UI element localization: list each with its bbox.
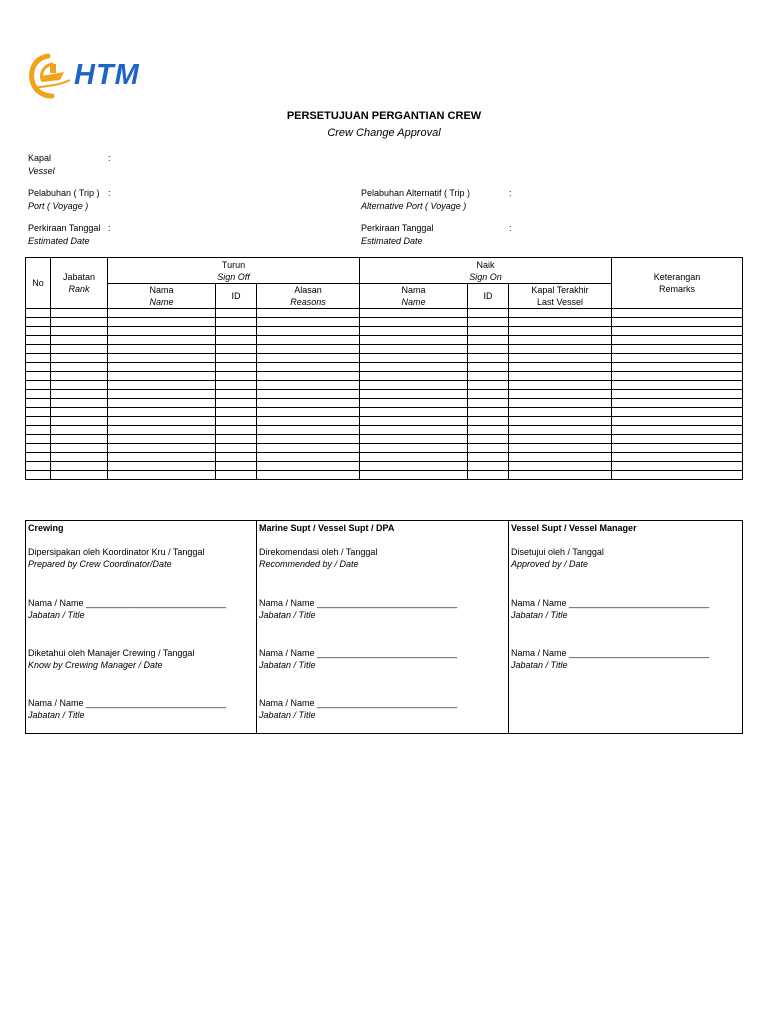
table-cell[interactable] [216,363,257,372]
approved-label: Disetujui oleh / Tanggal [511,547,604,557]
table-row [26,444,743,453]
name-line[interactable]: Nama / Name ____________________________ [259,698,458,708]
table-cell[interactable] [509,309,612,318]
table-cell[interactable] [257,408,360,417]
table-cell[interactable] [216,309,257,318]
table-cell[interactable] [108,345,216,354]
table-cell[interactable] [216,426,257,435]
table-cell[interactable] [26,453,51,462]
col-no: No [26,258,51,309]
table-cell[interactable] [360,444,468,453]
table-cell[interactable] [612,318,743,327]
table-row [26,417,743,426]
table-cell[interactable] [509,453,612,462]
title-label: Jabatan / Title [259,710,316,720]
table-row [26,345,743,354]
table-cell[interactable] [257,363,360,372]
signature-col-vessel-manager [509,521,743,734]
table-cell[interactable] [51,471,108,480]
table-cell[interactable] [26,471,51,480]
alt-port-colon: : [509,188,512,198]
table-cell[interactable] [216,417,257,426]
table-cell[interactable] [51,426,108,435]
prepared-label-en: Prepared by Crew Coordinator/Date [28,559,172,569]
table-cell[interactable] [51,390,108,399]
table-row [26,327,743,336]
table-cell[interactable] [26,336,51,345]
table-cell[interactable] [108,453,216,462]
table-row [26,408,743,417]
table-cell[interactable] [26,309,51,318]
table-cell[interactable] [257,444,360,453]
table-row [26,372,743,381]
col-off-reasons: Alasan Reasons [257,284,360,309]
table-cell[interactable] [216,318,257,327]
col-on-name: Nama Name [360,284,468,309]
table-cell[interactable] [509,381,612,390]
table-cell[interactable] [26,327,51,336]
table-cell[interactable] [51,309,108,318]
table-cell[interactable] [216,453,257,462]
port-label: Pelabuhan ( Trip ) [28,188,100,198]
known-label-en: Know by Crewing Manager / Date [28,660,163,670]
table-cell[interactable] [51,354,108,363]
table-cell[interactable] [26,318,51,327]
table-cell[interactable] [257,453,360,462]
table-cell[interactable] [360,426,468,435]
table-cell[interactable] [51,453,108,462]
signature-col-marine-supt [257,521,509,734]
table-cell[interactable] [612,399,743,408]
est-date-colon: : [108,223,111,233]
page-subtitle: Crew Change Approval [327,127,441,139]
table-cell[interactable] [612,327,743,336]
table-cell[interactable] [612,462,743,471]
table-cell[interactable] [51,399,108,408]
table-cell[interactable] [26,372,51,381]
table-row [26,399,743,408]
est-date-label-en: Estimated Date [28,236,90,246]
port-colon: : [108,188,111,198]
table-cell[interactable] [509,462,612,471]
table-row [26,426,743,435]
approved-label-en: Approved by / Date [511,559,589,569]
table-cell[interactable] [26,399,51,408]
table-cell[interactable] [26,444,51,453]
table-cell[interactable] [108,372,216,381]
title-label: Jabatan / Title [511,660,568,670]
table-cell[interactable] [509,417,612,426]
table-cell[interactable] [51,444,108,453]
alt-port-label-en: Alternative Port ( Voyage ) [361,201,467,211]
table-cell[interactable] [612,336,743,345]
table-cell[interactable] [108,426,216,435]
table-cell[interactable] [216,381,257,390]
table-cell[interactable] [360,336,468,345]
prepared-label: Dipersipakan oleh Koordinator Kru / Tanggal [28,547,205,557]
table-row [26,453,743,462]
table-cell[interactable] [360,309,468,318]
table-cell[interactable] [612,408,743,417]
table-row [26,471,743,480]
table-cell[interactable] [51,318,108,327]
table-cell[interactable] [360,471,468,480]
table-cell[interactable] [257,372,360,381]
table-cell[interactable] [51,417,108,426]
table-cell[interactable] [51,462,108,471]
est-date-2-colon: : [509,223,512,233]
table-cell[interactable] [216,444,257,453]
table-cell[interactable] [509,399,612,408]
table-cell[interactable] [216,435,257,444]
table-cell[interactable] [108,309,216,318]
table-cell[interactable] [612,363,743,372]
table-cell[interactable] [108,318,216,327]
col-off-id: ID [216,284,257,309]
table-cell[interactable] [216,345,257,354]
table-cell[interactable] [51,435,108,444]
table-cell[interactable] [216,462,257,471]
table-cell[interactable] [51,336,108,345]
table-cell[interactable] [509,426,612,435]
title-label: Jabatan / Title [259,660,316,670]
table-cell[interactable] [468,345,509,354]
table-cell[interactable] [257,390,360,399]
table-cell[interactable] [360,399,468,408]
table-cell[interactable] [257,327,360,336]
table-row [26,435,743,444]
table-cell[interactable] [612,354,743,363]
table-cell[interactable] [509,354,612,363]
table-cell[interactable] [51,372,108,381]
table-cell[interactable] [509,318,612,327]
table-cell[interactable] [216,354,257,363]
table-cell[interactable] [26,354,51,363]
table-cell[interactable] [216,336,257,345]
table-cell[interactable] [51,408,108,417]
table-cell[interactable] [468,462,509,471]
table-cell[interactable] [360,390,468,399]
table-cell[interactable] [360,345,468,354]
col-off-name: Nama Name [108,284,216,309]
table-cell[interactable] [612,390,743,399]
table-cell[interactable] [257,336,360,345]
signature-table [25,520,743,734]
table-cell[interactable] [509,372,612,381]
title-label: Jabatan / Title [28,710,85,720]
vessel-label: Kapal [28,153,52,163]
table-cell[interactable] [108,444,216,453]
table-cell[interactable] [468,318,509,327]
table-cell[interactable] [509,471,612,480]
page-title: PERSETUJUAN PERGANTIAN CREW [286,110,482,122]
table-cell[interactable] [468,417,509,426]
table-row [26,462,743,471]
table-cell[interactable] [216,399,257,408]
table-cell[interactable] [257,399,360,408]
table-cell[interactable] [468,453,509,462]
company-logo [28,50,178,102]
table-cell[interactable] [612,435,743,444]
table-cell[interactable] [108,399,216,408]
table-cell[interactable] [468,426,509,435]
table-cell[interactable] [468,336,509,345]
col-sign-off: Turun Sign Off [108,258,360,284]
table-cell[interactable] [468,309,509,318]
signature-col-crewing [26,521,257,734]
col-last-vessel: Kapal Terakhir Last Vessel [509,284,612,309]
alt-port-label: Pelabuhan Alternatif ( Trip ) [361,188,471,198]
table-cell[interactable] [108,435,216,444]
table-cell[interactable] [360,372,468,381]
name-line[interactable]: Nama / Name ____________________________ [259,598,458,608]
table-cell[interactable] [612,381,743,390]
table-cell[interactable] [468,435,509,444]
col-rank: Jabatan Rank [51,258,108,309]
table-cell[interactable] [612,453,743,462]
table-cell[interactable] [108,363,216,372]
table-cell[interactable] [360,453,468,462]
table-cell[interactable] [360,435,468,444]
table-cell[interactable] [26,435,51,444]
marine-supt-header: Marine Supt / Vessel Supt / DPA [259,523,395,533]
name-line[interactable]: Nama / Name ____________________________ [28,698,227,708]
table-cell[interactable] [257,426,360,435]
port-label-en: Port ( Voyage ) [28,201,89,211]
table-cell[interactable] [360,408,468,417]
title-label: Jabatan / Title [259,610,316,620]
table-cell[interactable] [360,354,468,363]
table-cell[interactable] [257,381,360,390]
table-cell[interactable] [26,462,51,471]
table-cell[interactable] [468,399,509,408]
crew-change-table [25,257,743,480]
name-line[interactable]: Nama / Name ____________________________ [259,648,458,658]
table-cell[interactable] [26,408,51,417]
table-cell[interactable] [108,354,216,363]
table-cell[interactable] [468,372,509,381]
col-remarks: Keterangan Remarks [612,258,743,309]
table-cell[interactable] [468,408,509,417]
table-cell[interactable] [509,435,612,444]
table-cell[interactable] [108,336,216,345]
table-cell[interactable] [108,327,216,336]
table-cell[interactable] [360,363,468,372]
table-cell[interactable] [468,444,509,453]
table-cell[interactable] [509,345,612,354]
table-cell[interactable] [468,471,509,480]
table-row [26,390,743,399]
table-cell[interactable] [51,363,108,372]
vessel-manager-header: Vessel Supt / Vessel Manager [511,523,637,533]
table-cell[interactable] [509,444,612,453]
table-row [26,363,743,372]
table-row [26,381,743,390]
table-cell[interactable] [612,471,743,480]
vessel-colon: : [108,153,111,163]
table-cell[interactable] [51,327,108,336]
col-sign-on: Naik Sign On [360,258,612,284]
table-cell[interactable] [612,309,743,318]
table-cell[interactable] [612,417,743,426]
table-cell[interactable] [51,381,108,390]
table-cell[interactable] [257,462,360,471]
table-cell[interactable] [612,372,743,381]
table-cell[interactable] [108,462,216,471]
recommended-label: Direkomendasi oleh / Tanggal [259,547,378,557]
vessel-label-en: Vessel [28,166,55,176]
table-cell[interactable] [509,390,612,399]
table-cell[interactable] [216,408,257,417]
table-row [26,336,743,345]
col-on-id: ID [468,284,509,309]
table-cell[interactable] [51,345,108,354]
table-cell[interactable] [257,345,360,354]
table-cell[interactable] [468,390,509,399]
table-cell[interactable] [612,444,743,453]
table-cell[interactable] [509,408,612,417]
table-cell[interactable] [26,390,51,399]
table-cell[interactable] [257,471,360,480]
est-date-label: Perkiraan Tanggal [28,223,101,233]
table-cell[interactable] [26,426,51,435]
table-row [26,354,743,363]
table-row [26,309,743,318]
ship-swoosh-icon [28,50,72,102]
table-cell[interactable] [26,381,51,390]
est-date-2-label-en: Estimated Date [361,236,423,246]
table-cell[interactable] [216,327,257,336]
table-cell[interactable] [468,327,509,336]
table-cell[interactable] [108,390,216,399]
table-cell[interactable] [468,354,509,363]
name-line[interactable]: Nama / Name ____________________________ [511,598,710,608]
crewing-header: Crewing [28,523,64,533]
recommended-label-en: Recommended by / Date [259,559,359,569]
table-cell[interactable] [360,417,468,426]
name-line[interactable]: Nama / Name ____________________________ [511,648,710,658]
table-cell[interactable] [360,318,468,327]
table-cell[interactable] [216,390,257,399]
table-cell[interactable] [216,372,257,381]
name-line[interactable]: Nama / Name ____________________________ [28,598,227,608]
table-cell[interactable] [257,309,360,318]
table-cell[interactable] [468,363,509,372]
title-label: Jabatan / Title [511,610,568,620]
table-cell[interactable] [468,381,509,390]
table-cell[interactable] [108,471,216,480]
table-cell[interactable] [257,354,360,363]
known-label: Diketahui oleh Manajer Crewing / Tanggal [28,648,195,658]
table-row [26,318,743,327]
table-cell[interactable] [108,381,216,390]
table-cell[interactable] [257,318,360,327]
logo-text: HTM [74,59,140,91]
table-cell[interactable] [216,471,257,480]
title-label: Jabatan / Title [28,610,85,620]
est-date-2-label: Perkiraan Tanggal [361,223,434,233]
table-cell[interactable] [26,363,51,372]
table-cell[interactable] [26,345,51,354]
table-cell[interactable] [360,381,468,390]
table-cell[interactable] [509,327,612,336]
table-cell[interactable] [257,435,360,444]
table-cell[interactable] [509,363,612,372]
table-cell[interactable] [360,327,468,336]
table-cell[interactable] [108,408,216,417]
table-cell[interactable] [509,336,612,345]
table-cell[interactable] [26,417,51,426]
table-cell[interactable] [612,345,743,354]
table-cell[interactable] [360,462,468,471]
table-cell[interactable] [257,417,360,426]
table-cell[interactable] [612,426,743,435]
table-cell[interactable] [108,417,216,426]
